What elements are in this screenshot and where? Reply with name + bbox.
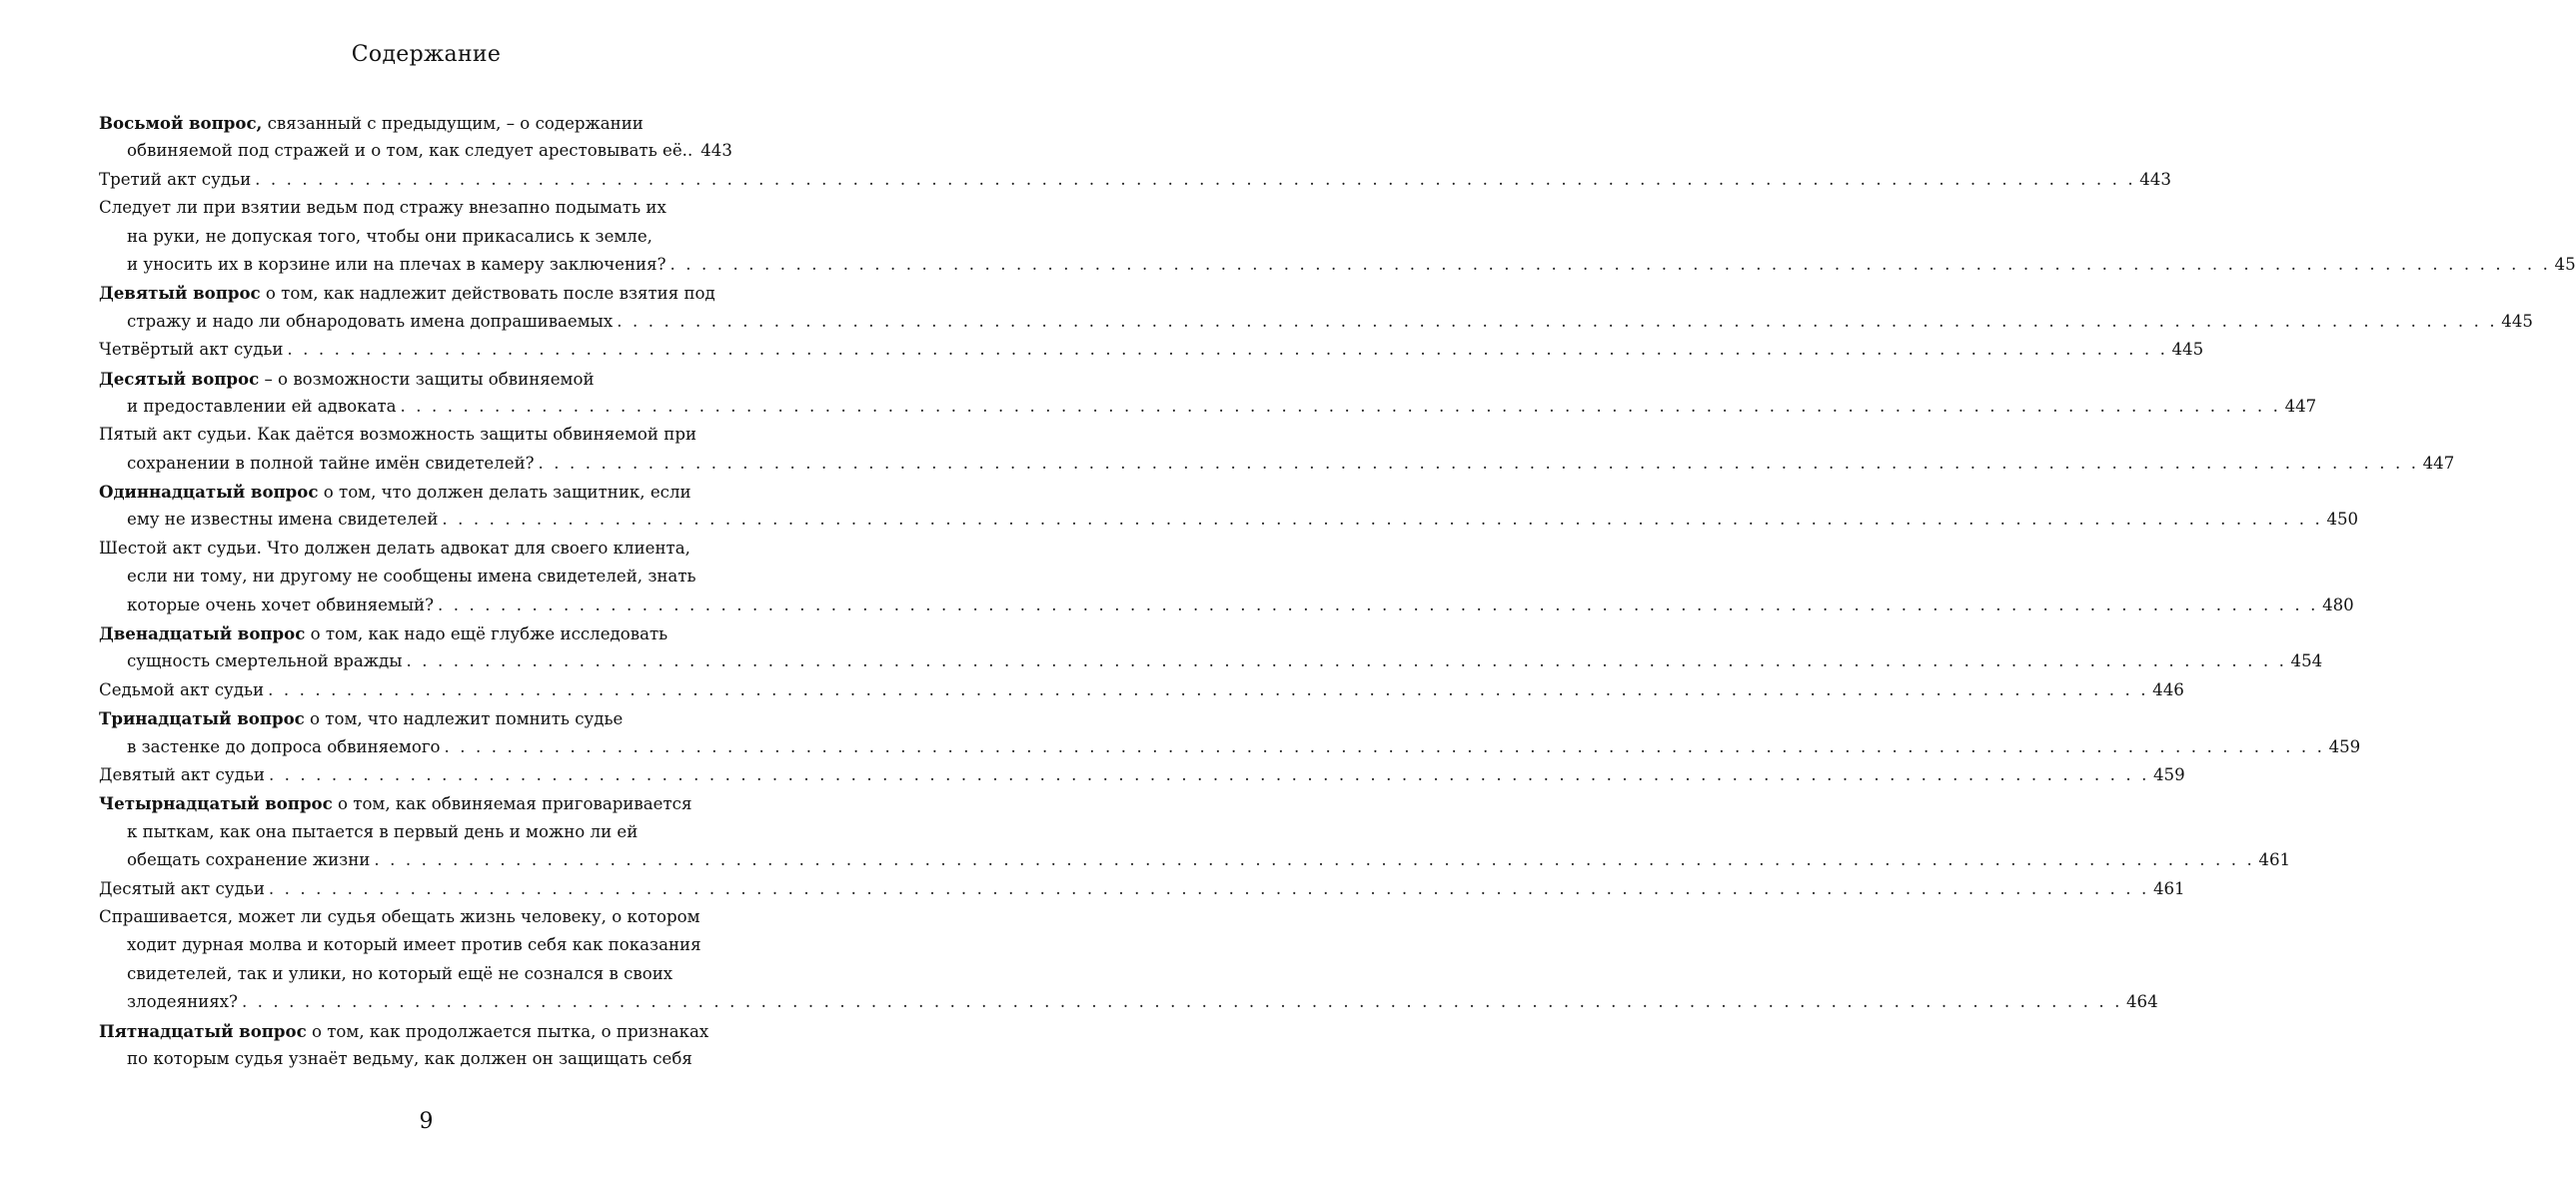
toc-line-text: о том, как надлежит действовать после взятия под	[260, 284, 715, 304]
toc-entry-line	[99, 336, 2204, 364]
toc-line-text: о том, как продолжается пытка, о признаках	[306, 1021, 709, 1041]
toc-entry-line	[99, 421, 726, 449]
toc-entry	[99, 761, 2185, 789]
toc-line-text: о том, как надо ещё глубже исследовать	[305, 624, 668, 644]
toc-entry-line	[99, 166, 2171, 194]
toc-entry-line	[99, 563, 726, 591]
toc-entry-line	[99, 960, 726, 988]
toc-entry-text	[99, 907, 700, 926]
toc-entry-text	[127, 964, 672, 983]
toc-line-text: свидетелей, так и улики, но который ещё не сознался в своих	[127, 963, 673, 983]
toc-entry-text	[99, 539, 690, 558]
dot-leader: . . . . . . . . . . . . . . . . . . . . . . . . . . . . . . . . . . . . . . . . . . . . . . . . . . . . . . . . . . . . . . . . . . . . . . . . . . . . . . . . . . . . . . . . . . . . . . . . . . . . . . . . . . . . . . . . . . . . . . . .	[374, 850, 2255, 870]
toc-entry-text	[99, 166, 251, 194]
toc-entry-line	[99, 365, 726, 393]
dot-leader: . . . . . . . . . . . . . . . . . . . . . . . . . . . . . . . . . . . . . . . . . . . . . . . . . . . . . . . . . . . . . . . . . . . . . . . . . . . . . . . . . . . . . . . . . . . . . . . . . . . . . . . . . . . . . . . . . . . . . . . .	[442, 510, 2323, 530]
toc-line-text: связанный с предыдущим, – о содержании	[262, 114, 644, 133]
toc-entry-line	[99, 761, 2185, 789]
toc-page-number: 447	[2284, 396, 2317, 416]
toc-entry-text	[99, 676, 264, 704]
toc-entry-text	[127, 137, 692, 165]
toc-entry-text	[99, 114, 644, 133]
toc-entry-line	[99, 223, 726, 251]
toc-page-number: 443	[2139, 169, 2171, 189]
toc-entry-line	[99, 1045, 726, 1073]
toc-entry	[99, 336, 2204, 364]
toc-entry-text	[127, 506, 438, 534]
toc-page-number: 454	[2290, 651, 2323, 671]
toc-entry-text	[127, 733, 441, 761]
toc-entry-text	[99, 284, 715, 303]
dot-leader: . . . . . . . . . . . . . . . . . . . . . . . . . . . . . . . . . . . . . . . . . . . . . . . . . . . . . . . . . . . . . . . . . . . . . . . . . . . . . . . . . . . . . . . . . . . . . . . . . . . . . . . . . . . . . . . . . . . . . . . .	[255, 169, 2136, 189]
toc-entry-line	[99, 875, 2185, 903]
toc-entry-text	[99, 624, 667, 643]
toc-entry-text	[127, 988, 238, 1016]
toc-entry-line	[99, 251, 2576, 279]
toc-entry	[99, 875, 2185, 903]
toc-line-text: если ни тому, ни другому не сообщены имена свидетелей, знать	[127, 567, 696, 587]
toc-entry	[99, 676, 2184, 704]
toc-entry-line	[99, 535, 726, 563]
toc-entry-line	[99, 931, 726, 959]
toc-entry-text	[99, 794, 691, 813]
toc-entry-text	[127, 592, 434, 619]
toc-entry-text	[127, 822, 638, 841]
dot-leader: . . . . . . . . . . . . . . . . . . . . . . . . . . . . . . . . . . . . . . . . . . . . . . . . . . . . . . . . . . . . . . . . . . . . . . . . . . . . . . . . . . . . . . . . . . . . . . . . . . . . . . . . . . . . . . . . . . . . . . . .	[287, 340, 2168, 360]
toc-entry	[99, 478, 2359, 535]
toc-entry-line	[99, 279, 726, 307]
toc-page-number: 459	[2328, 736, 2361, 756]
toc-question-heading: Девятый вопрос	[99, 283, 261, 304]
toc-entry	[99, 365, 2317, 422]
toc-line-text: сущность смертельной вражды	[127, 651, 403, 671]
toc-entry	[99, 619, 2323, 676]
toc-entry-line	[99, 194, 726, 222]
toc-entry-text	[99, 198, 666, 217]
toc-entry-line	[99, 733, 2361, 761]
toc-entry	[99, 903, 2158, 1017]
toc-line-text: о том, что надлежит помнить судье	[304, 709, 624, 729]
toc-entry-text	[127, 393, 397, 421]
page-number: 9	[419, 1109, 434, 1134]
toc-line-text: Пятый акт судьи. Как даётся возможность защиты обвиняемой при	[99, 425, 696, 445]
toc-entry-line	[99, 818, 726, 846]
toc-entry-text	[127, 450, 535, 478]
toc-entry-text	[127, 1049, 692, 1068]
toc-question-heading: Одиннадцатый вопрос	[99, 482, 319, 503]
dot-leader: . . . . . . . . . . . . . . . . . . . . . . . . . . . . . . . . . . . . . . . . . . . . . . . . . . . . . . . . . . . . . . . . . . . . . . . . . . . . . . . . . . . . . . . . . . . . . . . . . . . . . . . . . . . . . . . . . . . . . . . .	[669, 254, 2551, 274]
toc-question-heading: Тринадцатый вопрос	[99, 708, 305, 729]
toc-line-text: Спрашивается, может ли судья обещать жизнь человеку, о котором	[99, 906, 700, 926]
toc-entry-line	[99, 393, 2317, 421]
toc-entry	[99, 194, 2576, 279]
toc-entry-line	[99, 137, 732, 165]
toc-question-heading: Четырнадцатый вопрос	[99, 793, 333, 814]
toc-question-heading: Пятнадцатый вопрос	[99, 1020, 307, 1041]
toc-question-heading: Десятый вопрос	[99, 368, 260, 389]
page-header-title: Содержание	[351, 42, 502, 67]
toc-entry-line	[99, 619, 726, 647]
toc-entry-line	[99, 450, 2455, 478]
toc-line-text: стражу и надо ли обнародовать имена допрашиваемых	[127, 311, 614, 331]
toc-entry	[99, 704, 2361, 761]
toc-entry-text	[127, 251, 665, 279]
toc-entry-text	[127, 846, 370, 874]
toc-entry-text	[127, 647, 402, 675]
toc-line-text: Десятый акт судьи	[99, 878, 265, 898]
toc-page-number: 461	[2152, 878, 2185, 898]
toc-question-heading: Восьмой вопрос,	[99, 113, 263, 133]
toc-entry-text	[127, 308, 613, 336]
toc-line-text: к пыткам, как она пытается в первый день и можно ли ей	[127, 821, 639, 841]
toc-page-number: 445	[2171, 340, 2204, 360]
dot-leader: . . . . . . . . . . . . . . . . . . . . . . . . . . . . . . . . . . . . . . . . . . . . . . . . . . . . . . . . . . . . . . . . . . . . . . . . . . . . . . . . . . . . . . . . . . . . . . . . . . . . . . . . . . . . . . . . . . . . . . . .	[406, 651, 2287, 671]
toc-entry-text	[99, 709, 623, 728]
toc-entry	[99, 535, 2354, 619]
toc-line-text: Следует ли при взятии ведьм под стражу внезапно подымать их	[99, 198, 666, 218]
toc-entry	[99, 279, 2533, 336]
dot-leader: . . . . . . . . . . . . . . . . . . . . . . . . . . . . . . . . . . . . . . . . . . . . . . . . . . . . . . . . . . . . . . . . . . . . . . . . . . . . . . . . . . . . . . . . . . . . . . . . . . . . . . . . . . . . . . . . . . . . . . . .	[241, 992, 2122, 1012]
toc-entry	[99, 109, 732, 166]
toc-page-number: 443	[700, 141, 732, 161]
toc-line-text: по которым судья узнаёт ведьму, как должен он защищать себя	[127, 1048, 692, 1068]
toc-page-number: 446	[2152, 679, 2184, 699]
toc-entry-text	[99, 761, 265, 789]
toc-page-number: 450	[2326, 510, 2359, 530]
toc-line-text: Третий акт судьи	[99, 169, 252, 189]
toc-line-text: обещать сохранение жизни	[127, 850, 371, 870]
toc-entry-text	[127, 567, 696, 586]
toc-line-text: ему не известны имена свидетелей	[127, 510, 439, 530]
dot-leader: . . . . . . . . . . . . . . . . . . . . . . . . . . . . . . . . . . . . . . . . . . . . . . . . . . . . . . . . . . . . . . . . . . . . . . . . . . . . . . . . . . . . . . . . . . . . . . . . . . . . . . . . . . . . . . . . . . . . . . . .	[400, 396, 2281, 416]
toc-page-number: 480	[2322, 594, 2354, 614]
toc-line-text: и уносить их в корзине или на плечах в камеру заключения?	[127, 254, 666, 274]
toc-entry-line	[99, 647, 2323, 675]
toc-line-text: Шестой акт судьи. Что должен делать адвокат для своего клиента,	[99, 538, 690, 558]
toc-entry-line	[99, 592, 2354, 619]
toc-question-heading: Двенадцатый вопрос	[99, 623, 306, 644]
toc-entry-line	[99, 988, 2158, 1016]
dot-leader: . . . . . . . . . . . . . . . . . . . . . . . . . . . . . . . . . . . . . . . . . . . . . . . . . . . . . . . . . . . . . . . . . . . . . . . . . . . . . . . . . . . . . . . . . . . . . . . . . . . . . . . . . . . . . . . . . . . . . . . .	[268, 878, 2149, 898]
toc-line-text: – о возможности защиты обвиняемой	[259, 369, 595, 389]
toc-entry-line	[99, 704, 726, 732]
toc-entry-text	[127, 227, 652, 246]
dot-leader: . . . . . . . . . . . . . . . . . . . . . . . . . . . . . . . . . . . . . . . . . . . . . . . . . . . . . . . . . . . . . . . . . . . . . . . . . . . . . . . . . . . . . . . . . . . . . . . . . . . . . . . . . . . . . . . . . . . . . . . .	[444, 736, 2325, 756]
toc-entry	[99, 789, 2291, 874]
toc-entry-line	[99, 1017, 726, 1045]
toc-entry	[99, 166, 2171, 194]
toc-entry-text	[99, 425, 696, 444]
toc-entry-text	[99, 483, 691, 502]
dot-leader: . . . . . . . . . . . . . . . . . . . . . . . . . . . . . . . . . . . . . . . . . . . . . . . . . . . . . . . . . . . . . . . . . . . . . . . . . . . . . . . . . . . . . . . . . . . . . . . . . . . . . . . . . . . . . . . . . . . . . . . .	[268, 679, 2149, 699]
toc-entry-text	[99, 336, 283, 364]
toc-entry-line	[99, 308, 2533, 336]
toc-line-text: которые очень хочет обвиняемый?	[127, 594, 435, 614]
toc-page-number: 445	[2501, 311, 2533, 331]
toc-entry-line	[99, 478, 726, 506]
toc-line-text: о том, как обвиняемая приговаривается	[332, 794, 692, 814]
toc-entry	[99, 421, 2455, 478]
toc-page-number: 461	[2258, 850, 2291, 870]
toc-entry-text	[127, 935, 701, 954]
toc-line-text: Четвёртый акт судьи	[99, 340, 284, 360]
toc-line-text: и предоставлении ей адвоката	[127, 396, 397, 416]
dot-leader: . . . . . . . . . . . . . . . . . . . . . . . . . . . . . . . . . . . . . . . . . . . . . . . . . . . . . . . . . . . . . . . . . . . . . . . . . . . . . . . . . . . . . . . . . . . . . . . . . . . . . . . . . . . . . . . . . . . . . . . .	[438, 594, 2319, 614]
dot-leader: . . . . . . . . . . . . . . . . . . . . . . . . . . . . . . . . . . . . . . . . . . . . . . . . . . . . . . . . . . . . . . . . . . . . . . . . . . . . . . . . . . . . . . . . . . . . . . . . . . . . . . . . . . . . . . . . . . . . . . . .	[617, 311, 2498, 331]
toc-line-text: на руки, не допуская того, чтобы они прикасались к земле,	[127, 226, 652, 246]
table-of-contents	[99, 109, 2576, 1073]
toc-entry-line	[99, 676, 2184, 704]
toc-entry-line	[99, 109, 726, 137]
toc-entry-text	[99, 875, 265, 903]
toc-page-number: 464	[2125, 992, 2158, 1012]
toc-page-number: 447	[2422, 453, 2455, 473]
dot-leader: . . . . . . . . . . . . . . . . . . . . . . . . . . . . . . . . . . . . . . . . . . . . . . . . . . . . . . . . . . . . . . . . . . . . . . . . . . . . . . . . . . . . . . . . . . . . . . . . . . . . . . . . . . . . . . . . . . . . . . . .	[538, 453, 2419, 473]
toc-entry-line	[99, 789, 726, 817]
toc-line-text: в застенке до допроса обвиняемого	[127, 736, 441, 756]
toc-page-number: 45	[2554, 254, 2576, 274]
toc-line-text: Седьмой акт судьи	[99, 679, 265, 699]
toc-entry-text	[99, 1022, 708, 1041]
toc-entry-text	[99, 370, 595, 389]
toc-entry-line	[99, 846, 2291, 874]
toc-line-text: ходит дурная молва и который имеет против себя как показания	[127, 935, 701, 955]
toc-line-text: обвиняемой под стражей и о том, как следует арестовывать её..	[127, 141, 693, 161]
dot-leader: . . . . . . . . . . . . . . . . . . . . . . . . . . . . . . . . . . . . . . . . . . . . . . . . . . . . . . . . . . . . . . . . . . . . . . . . . . . . . . . . . . . . . . . . . . . . . . . . . . . . . . . . . . . . . . . . . . . . . . . .	[268, 764, 2149, 784]
toc-entry-line	[99, 903, 726, 931]
toc-entry	[99, 1017, 726, 1074]
toc-line-text: Девятый акт судьи	[99, 764, 265, 784]
toc-line-text: злодеяниях?	[127, 992, 238, 1012]
toc-line-text: о том, что должен делать защитник, если	[318, 483, 691, 503]
toc-page-number: 459	[2152, 764, 2185, 784]
toc-line-text: сохранении в полной тайне имён свидетелей?	[127, 453, 535, 473]
toc-entry-line	[99, 506, 2359, 534]
